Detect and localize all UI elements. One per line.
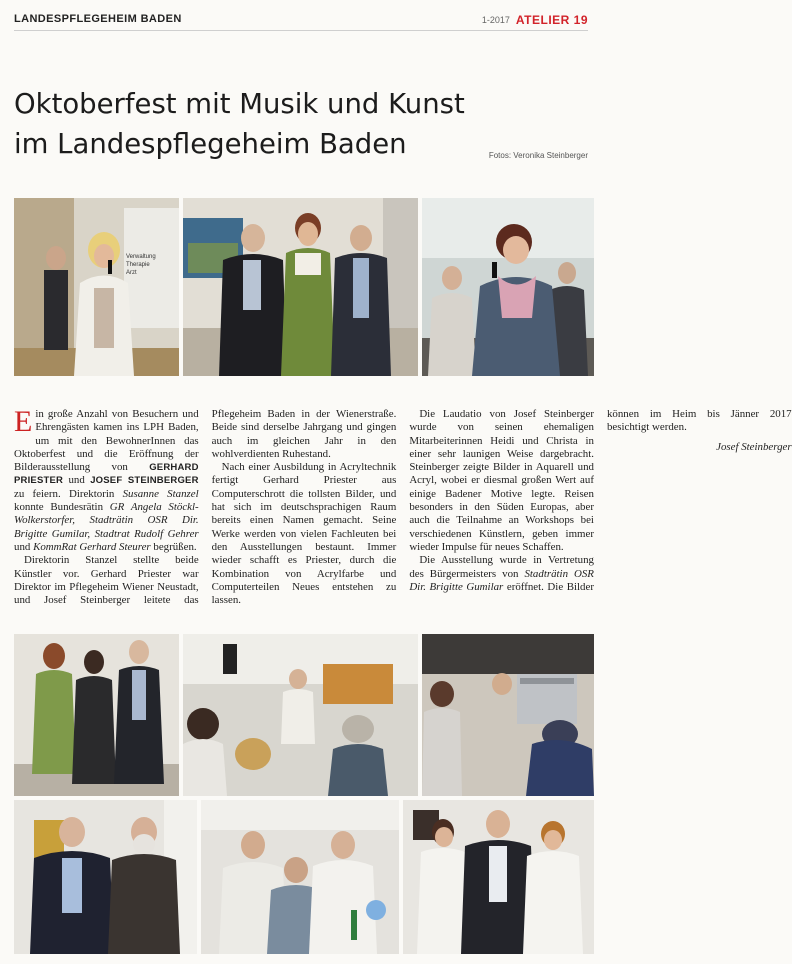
magazine-brand: ATELIER 19 bbox=[515, 13, 588, 27]
photo-audience-and-band bbox=[183, 634, 418, 796]
issue-info bbox=[482, 13, 588, 27]
header-divider bbox=[14, 30, 588, 31]
artist-name-steinberger: JOSEF STEINBERGER bbox=[90, 475, 199, 487]
photo-accordion-player bbox=[422, 634, 594, 796]
article-body bbox=[14, 405, 792, 613]
article-title bbox=[14, 84, 474, 164]
paragraph-3: Nach einer Ausbildung in Acryltechnik fertigt Gerhard Priester aus Computerschrott die tollsten Bilder, und hat sich im deutschsprachigen Raum bereits einen Namen gemacht. Seine Werke werden von vielen Fachleuten bei den Ausstellungen bestaunt. Immer wieder schafft es Priester, durch die Kombination von Acrylfarbe und Computerteilen Neues entstehen zu lassen. bbox=[211, 461, 397, 607]
photo-two-men bbox=[14, 800, 197, 954]
paragraph-5: Die Ausstellung wurde in Vertretung des Bürgermeisters von Stadträtin OSR Dir. Brigitte Gumilar eröffnet. Die Bilder können im Heim bis Jänner 2017 besichtigt werden. bbox=[409, 408, 792, 593]
photo-speaker-with-microphone bbox=[14, 198, 179, 376]
photo-woman-singing bbox=[422, 198, 594, 376]
paragraph-1: Ein große Anzahl von Besuchern und Ehrengästen kamen ins LPH Baden, um mit den BewohnerInnen das Oktoberfest und die Eröffnung der Bilderausstellung von GERHARD PRIESTER und JOSEF STEINBERGER zu feiern. Direktorin Susanne Stanzel konnte Bundesrätin GR Angela Stöckl-Wolkerstorfer, Stadträtin OSR Dir. Brigitte Gumilar, Stadtrat Rudolf Gehrer und KommRat Gerhard Steurer begrüßen. bbox=[14, 405, 199, 553]
drop-cap: E bbox=[14, 405, 33, 438]
photo-three-people-standing bbox=[183, 198, 418, 376]
author-signature: Josef Steinberger bbox=[716, 440, 792, 453]
paragraph-4: Die Laudatio von Josef Steinberger wurde von seinen ehemaligen Mitarbeiterinnen Heidi und Christa in einer sehr launigen Weise dargebracht. Steinberger zeigte Bilder in Aquarell und Acryl, wobei er diesmal großen Wert auf einige Badener Motive legte. Reisen besonders in den Süden Europas, aber auch die Teilnahme an Workshops bei verschiedenen Künstlern, geben immer wieder Impulse für neues Schaffen. bbox=[409, 408, 594, 553]
section-label: LANDESPFLEGEHEIM BADEN bbox=[14, 13, 182, 25]
paragraph-2: Direktorin Stanzel stellte beide Künstler vor. Gerhard Priester war Direktor im Pflegeheim Wiener Neustadt, und Josef Steinberger leitete das Pflegeheim Baden in der Wienerstraße. Beide sind derselbe Jahrgang und gingen auch im gleichen Jahr in den wohlverdienten Ruhestand. bbox=[14, 408, 397, 607]
sign-directions: Verwaltung Therapie Arzt bbox=[126, 254, 156, 276]
photo-group-conversation bbox=[14, 634, 179, 796]
photo-three-people-posing bbox=[403, 800, 594, 954]
artist-name-priester: GERHARD PRIESTER bbox=[14, 462, 199, 487]
title-line-2: im Landespflegeheim Baden bbox=[14, 128, 407, 160]
title-line-1: Oktoberfest mit Musik und Kunst bbox=[14, 88, 465, 120]
photo-men-toasting bbox=[201, 800, 399, 954]
issue-number: 1-2017 bbox=[481, 15, 510, 25]
photo-credit: Fotos: Veronika Steinberger bbox=[488, 151, 588, 160]
